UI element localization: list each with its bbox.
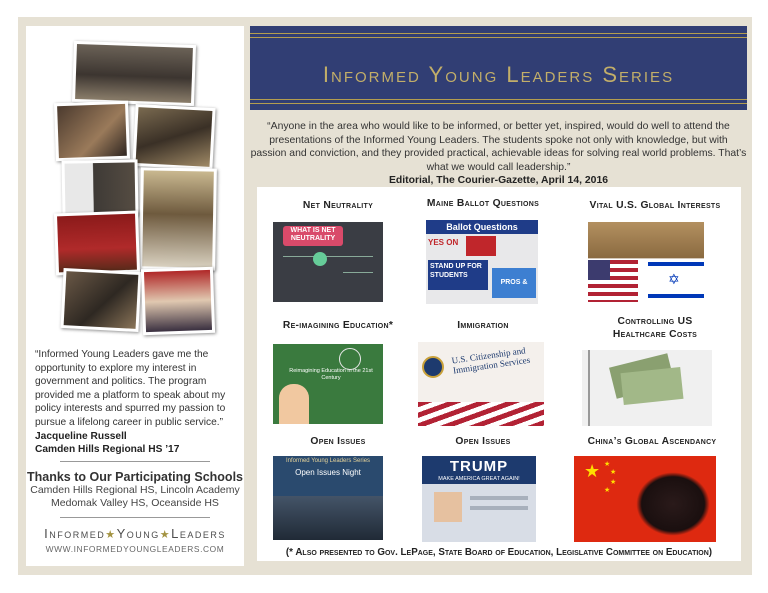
event-photo-discussion [60, 268, 141, 332]
gold-rule [250, 103, 747, 104]
topic-immigration [418, 318, 548, 428]
topic-maine-ballot-questions [418, 196, 548, 316]
topic-image [422, 456, 536, 542]
topic-label: Net Neutrality [302, 200, 374, 211]
topic-image [418, 342, 544, 426]
testimonial-name: Jacqueline Russell [35, 430, 127, 442]
divider [60, 517, 210, 518]
topic-label: Open Issues [310, 436, 366, 447]
gold-rule [250, 99, 747, 100]
logo-word-2: Young [116, 526, 160, 541]
website-url: WWW.INFORMEDYOUNGLEADERS.COM [45, 544, 225, 554]
star-icon: ★ [159, 529, 172, 541]
image-caption-2: YES ON [428, 238, 459, 247]
topic-image [273, 344, 383, 424]
logo-word-3: Leaders [171, 526, 226, 541]
testimonial [35, 348, 240, 457]
testimonial-school: Camden Hills Regional HS ’17 [35, 444, 180, 456]
image-caption: Informed Young Leaders Series [285, 458, 371, 464]
topic-label: Immigration [457, 320, 509, 331]
series-title: Informed Young Leaders Series [322, 62, 675, 87]
divider [60, 461, 210, 462]
topic-image [582, 350, 712, 426]
image-caption-2: Open Issues Night [295, 468, 361, 477]
topic-vital-us-global-interests [580, 196, 730, 306]
topic-label: Open Issues [455, 436, 511, 447]
participating-schools [26, 470, 244, 510]
image-caption: U.S. Citizenship and Immigration Services [450, 345, 531, 376]
image-caption: Reimagining Education in the 21st Century [289, 368, 373, 381]
event-photo-stage [54, 211, 140, 276]
footnote: (* Also presented to Gov. LePage, State Board of Education, Legislative Committee on Education) [285, 547, 713, 558]
event-photo-presentation [62, 159, 139, 216]
topic-open-issues-night [263, 434, 413, 544]
image-caption: TRUMP [449, 458, 509, 475]
schools-title: Thanks to Our Participating Schools [26, 470, 243, 484]
image-caption-2: MAKE AMERICA GREAT AGAIN! [438, 476, 520, 482]
topic-chinas-global-ascendancy [570, 434, 734, 544]
image-caption: Ballot Questions [426, 220, 538, 234]
series-header [250, 26, 747, 110]
topic-reimagining-education [263, 318, 413, 428]
topic-net-neutrality [263, 196, 413, 306]
topic-image: ✡ [588, 222, 704, 302]
event-photo-ballroom [139, 167, 217, 270]
image-caption: WHAT IS NET NEUTRALITY [290, 227, 336, 242]
press-quote [250, 120, 747, 188]
event-photo-student-speaker [141, 267, 215, 335]
topic-image [273, 222, 383, 302]
iyl-logo [26, 526, 244, 554]
topic-controlling-us-healthcare-costs [580, 316, 730, 428]
topic-label: Re-imagining Education* [282, 320, 394, 331]
logo-word-1: Informed [44, 526, 106, 541]
schools-line-2: Medomak Valley HS, Oceanside HS [51, 497, 219, 509]
topic-image: ★ ★ ★ ★ ★ [574, 456, 716, 542]
event-photo-speakers [54, 101, 130, 162]
topic-open-issues-trump [418, 434, 548, 544]
topic-label: Maine Ballot Questions [426, 198, 540, 209]
topic-label: China’s Global Ascendancy [587, 436, 717, 447]
gold-rule [250, 33, 747, 34]
event-photo-audience [72, 41, 196, 106]
testimonial-text: “Informed Young Leaders gave me the opportunity to explore my interest in government and politics. The program provided me a platform to speak about my policy interests and spurred my passion to pursue a lifelong career in public service.” [35, 349, 226, 428]
star-icon: ★ [105, 529, 117, 541]
press-quote-text: “Anyone in the area who would like to be informed, or better yet, inspired, would do well to attend the presentations of the Informed Young Leaders. The students spoke not only with knowledge, but with passion and conviction, and they provided practical, achievable ideas for solving real world problems. That’s what we would call leadership.” [250, 121, 747, 173]
image-caption-4: PROS & CONS [492, 268, 536, 298]
topic-image [426, 220, 538, 316]
press-quote-source: Editorial, The Courier-Gazette, April 14, 2016 [388, 175, 609, 187]
image-caption-3: STAND UP FOR STUDENTS [428, 260, 488, 290]
topic-label: Controlling US Healthcare Costs [612, 316, 698, 340]
gold-rule [250, 37, 747, 38]
topic-label: Vital U.S. Global Interests [589, 200, 721, 211]
schools-line-1: Camden Hills Regional HS, Lincoln Academy [30, 484, 240, 496]
topic-image [273, 456, 383, 540]
event-photo-conference-room [132, 104, 215, 170]
